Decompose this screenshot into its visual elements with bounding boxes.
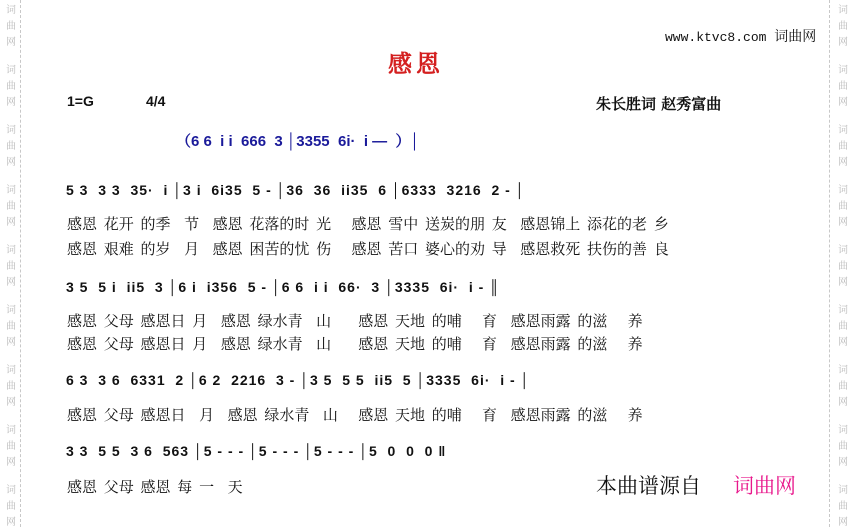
watermark-glyph: 词 xyxy=(838,5,848,16)
watermark-glyph: 词 xyxy=(838,125,848,136)
notation-line-4: 3 3 5 5 3 6 563 │5 ‐ ‐ ‐ │5 ‐ ‐ ‐ │5 ‐ ‐ ‐ │5 0 0 0 ‖ xyxy=(66,443,447,459)
watermark-glyph: 网 xyxy=(838,457,848,468)
watermark-glyph: 网 xyxy=(6,217,16,228)
watermark-glyph: 曲 xyxy=(6,141,16,152)
watermark-glyph: 网 xyxy=(838,157,848,168)
watermark-glyph: 词 xyxy=(838,185,848,196)
watermark-glyph: 曲 xyxy=(6,441,16,452)
watermark-glyph: 词 xyxy=(838,485,848,496)
watermark-glyph: 曲 xyxy=(838,261,848,272)
watermark-glyph: 网 xyxy=(838,97,848,108)
lyrics-line-4: 感恩 父母 感恩 每 一 天 xyxy=(67,478,243,496)
key-signature: 1=G xyxy=(67,93,94,109)
watermark-glyph: 网 xyxy=(6,97,16,108)
site-header xyxy=(665,26,816,46)
watermark-glyph: 曲 xyxy=(6,501,16,512)
watermark-glyph: 网 xyxy=(838,217,848,228)
lyrics-line-1-verse-2: 感恩 艰难 的岁 月 感恩 困苦的忧 伤 感恩 苦口 婆心的劝 导 感恩救死 扶伤的善 良 xyxy=(67,240,669,258)
lyrics-line-1-verse-1: 感恩 花开 的季 节 感恩 花落的时 光 感恩 雪中 送炭的朋 友 感恩锦上 添花的老 乡 xyxy=(67,215,669,233)
watermark-glyph: 网 xyxy=(6,277,16,288)
source-label: 本曲谱源自 xyxy=(596,474,701,498)
watermark-glyph: 词 xyxy=(6,65,16,76)
notation-line-3: 6 3 3 6 6331 2 │6 2 2216 3 ‐ │3 5 5 5 ii5 5 │3335 6i· i ‐ │ xyxy=(66,372,531,388)
watermark-glyph: 网 xyxy=(6,157,16,168)
watermark-glyph: 词 xyxy=(6,245,16,256)
lyrics-line-2-verse-2: 感恩 父母 感恩日 月 感恩 绿水青 山 感恩 天地 的哺 育 感恩雨露 的滋 养 xyxy=(67,335,643,353)
watermark-glyph: 网 xyxy=(838,517,848,528)
right-watermark-strip xyxy=(829,0,850,527)
watermark-glyph: 曲 xyxy=(838,321,848,332)
watermark-glyph: 网 xyxy=(838,337,848,348)
watermark-glyph: 网 xyxy=(6,337,16,348)
watermark-glyph: 词 xyxy=(838,245,848,256)
intro-notation: （6 6 i i 666 3 │3355 6i· i — ）│ xyxy=(176,133,420,150)
lyrics-line-2-verse-1: 感恩 父母 感恩日 月 感恩 绿水青 山 感恩 天地 的哺 育 感恩雨露 的滋 养 xyxy=(67,312,643,330)
watermark-glyph: 曲 xyxy=(838,201,848,212)
watermark-glyph: 曲 xyxy=(838,141,848,152)
left-watermark-strip xyxy=(0,0,21,527)
song-credits: 朱长胜词 赵秀富曲 xyxy=(596,95,722,113)
watermark-glyph: 曲 xyxy=(838,21,848,32)
watermark-glyph: 曲 xyxy=(6,21,16,32)
watermark-glyph: 网 xyxy=(838,277,848,288)
watermark-glyph: 网 xyxy=(6,37,16,48)
watermark-glyph: 词 xyxy=(6,125,16,136)
watermark-glyph: 词 xyxy=(6,425,16,436)
site-name: 词曲网 xyxy=(774,29,817,45)
lyrics-line-3: 感恩 父母 感恩日 月 感恩 绿水青 山 感恩 天地 的哺 育 感恩雨露 的滋 养 xyxy=(67,406,643,424)
watermark-glyph: 词 xyxy=(838,365,848,376)
notation-line-2: 3 5 5 i ii5 3 │6 i i356 5 ‐ │6 6 i i 66· 3 │3335 6i· i ‐ ║ xyxy=(66,279,501,295)
notation-line-1: 5 3 3 3 35· i │3 i 6i35 5 ‐ │36 36 ii35 6 │6333 3216 2 ‐ │ xyxy=(66,182,526,198)
watermark-glyph: 曲 xyxy=(6,81,16,92)
watermark-glyph: 曲 xyxy=(6,381,16,392)
time-signature: 4/4 xyxy=(146,93,166,109)
watermark-glyph: 词 xyxy=(6,305,16,316)
watermark-glyph: 曲 xyxy=(838,501,848,512)
source-brand: 词曲网 xyxy=(733,474,796,498)
watermark-glyph: 词 xyxy=(6,365,16,376)
watermark-glyph: 词 xyxy=(6,185,16,196)
watermark-glyph: 网 xyxy=(838,37,848,48)
watermark-glyph: 曲 xyxy=(838,441,848,452)
watermark-glyph: 曲 xyxy=(838,81,848,92)
watermark-glyph: 网 xyxy=(838,397,848,408)
watermark-glyph: 词 xyxy=(838,425,848,436)
watermark-glyph: 网 xyxy=(6,517,16,528)
watermark-glyph: 曲 xyxy=(6,261,16,272)
watermark-glyph: 曲 xyxy=(6,321,16,332)
watermark-glyph: 网 xyxy=(6,457,16,468)
watermark-glyph: 曲 xyxy=(6,201,16,212)
watermark-glyph: 词 xyxy=(838,65,848,76)
watermark-glyph: 词 xyxy=(838,305,848,316)
watermark-glyph: 网 xyxy=(6,397,16,408)
watermark-glyph: 词 xyxy=(6,5,16,16)
site-url: www.ktvc8.com xyxy=(665,30,767,45)
watermark-glyph: 曲 xyxy=(838,381,848,392)
song-title: 感恩 xyxy=(388,49,444,78)
watermark-glyph: 词 xyxy=(6,485,16,496)
